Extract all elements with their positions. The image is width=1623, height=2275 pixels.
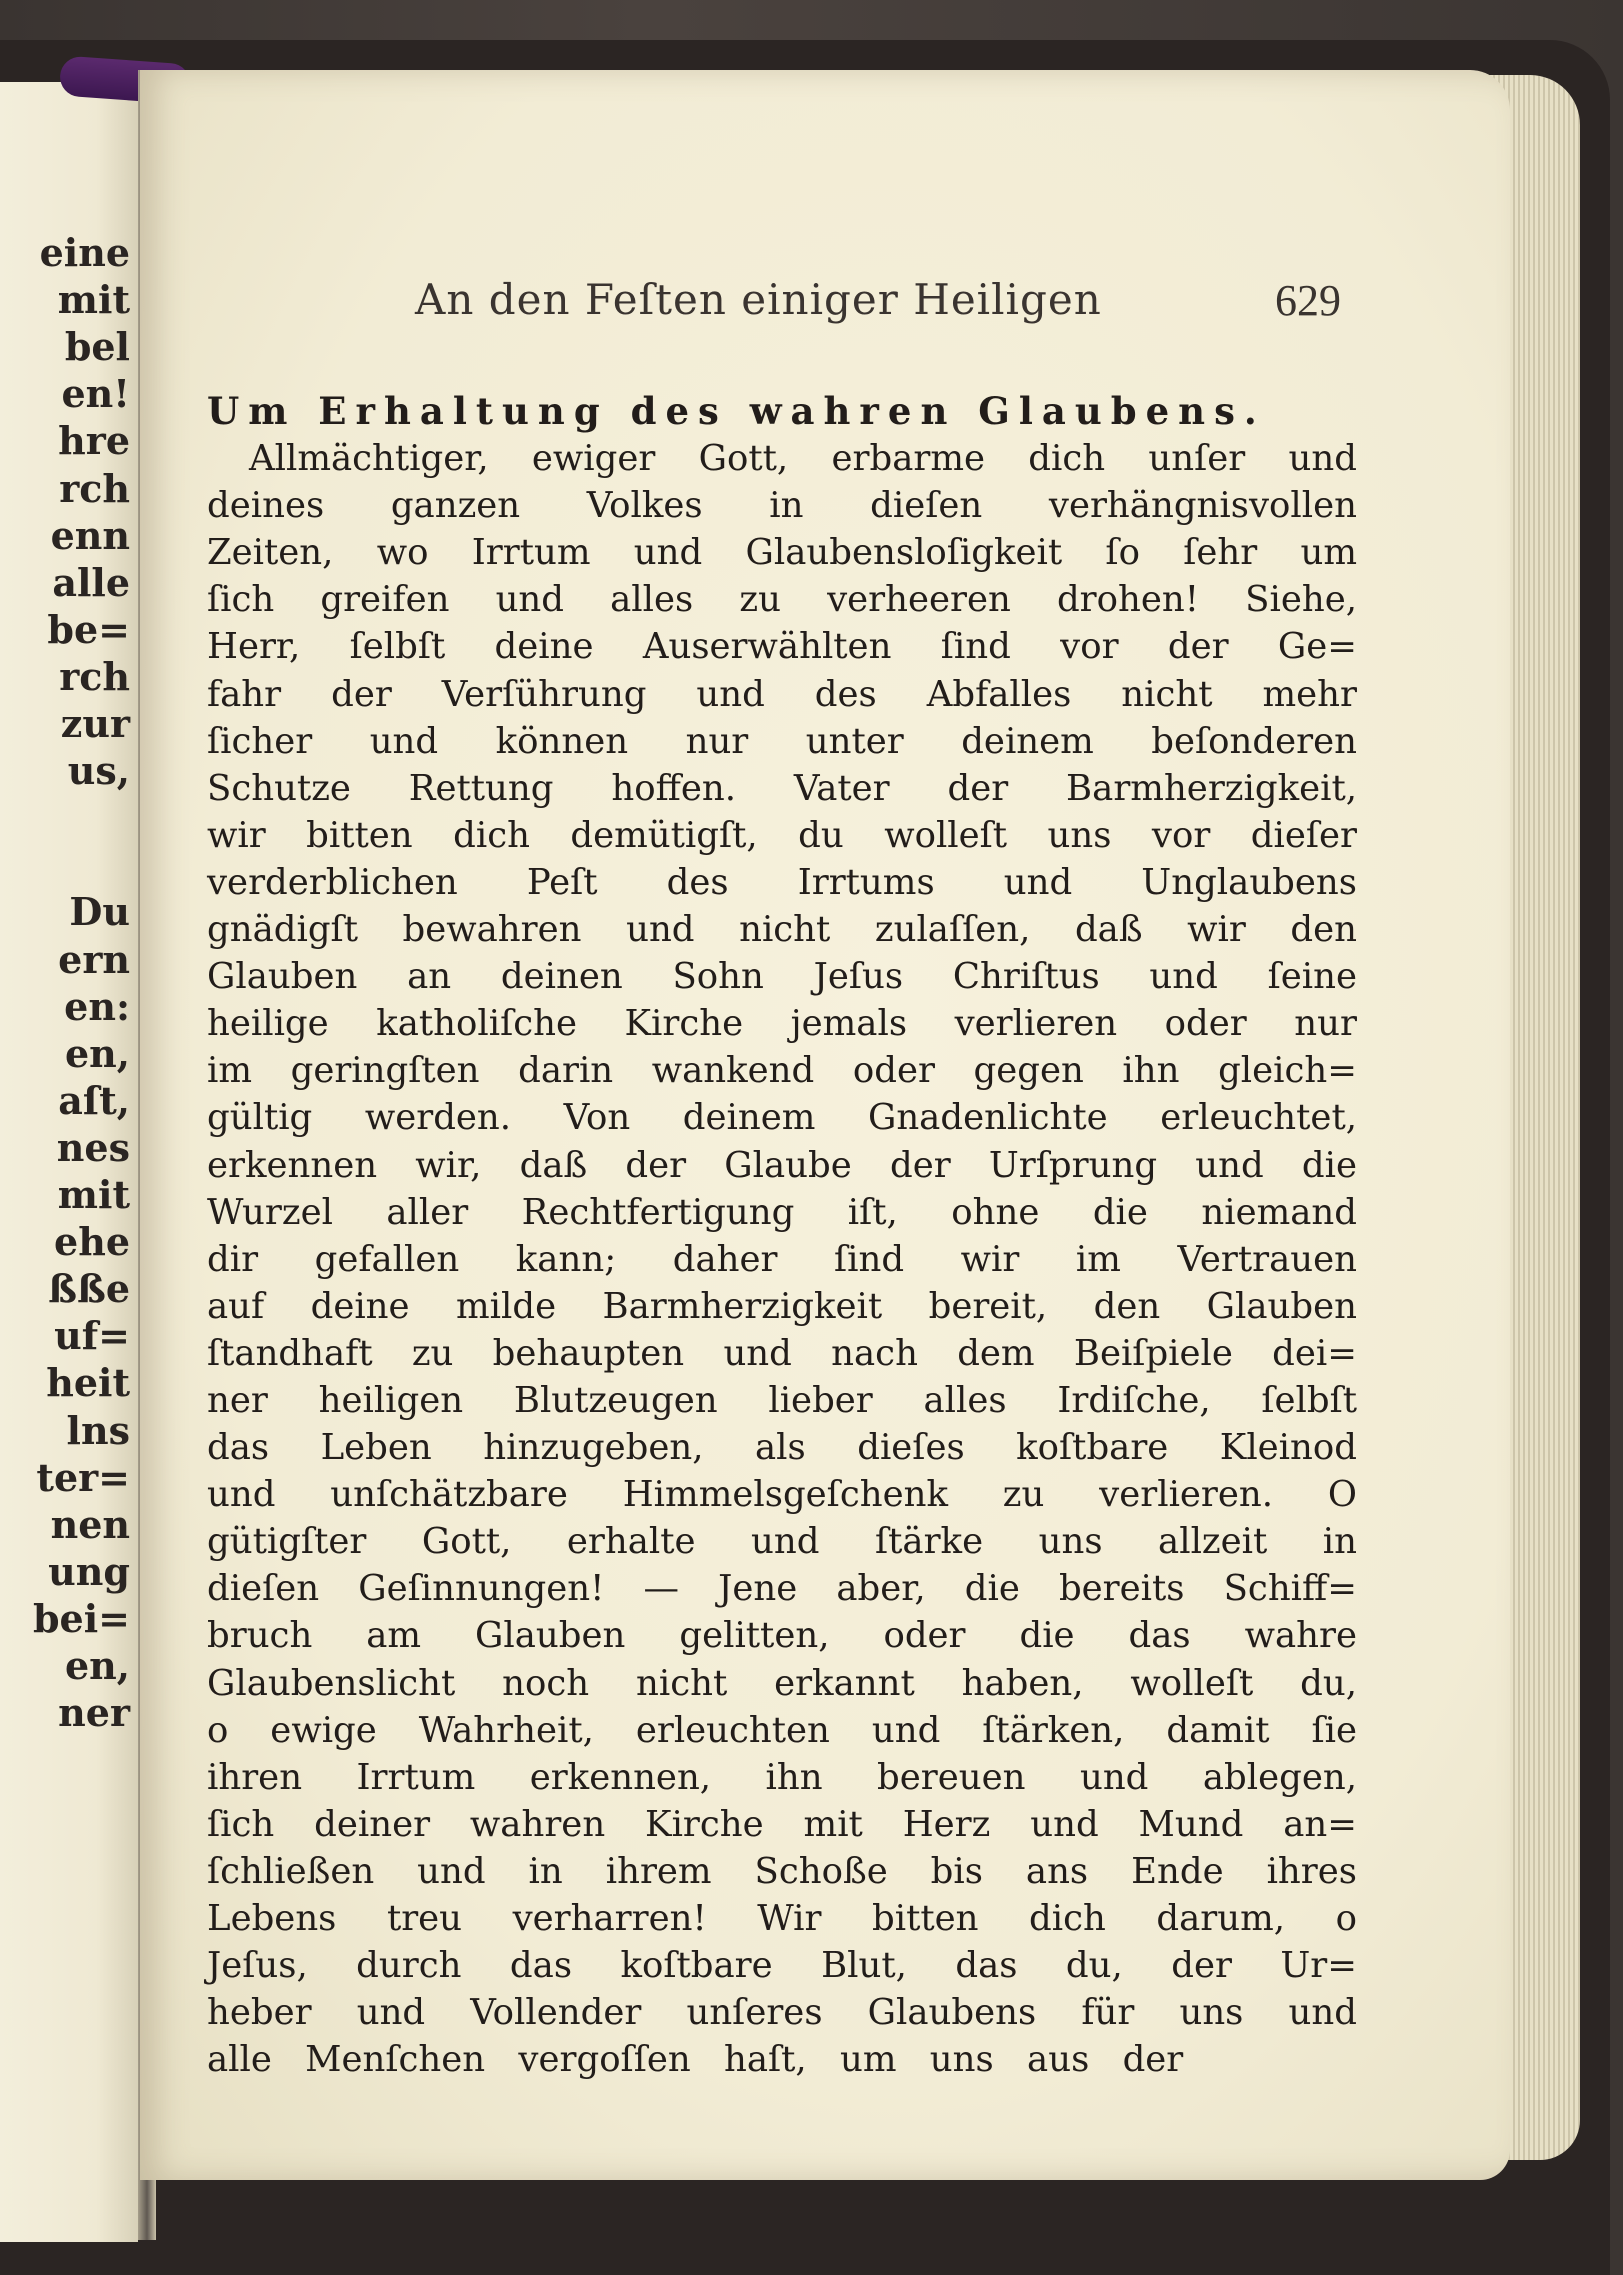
text-line: bruch am Glauben gelitten, oder die das wahre <box>207 1615 1357 1657</box>
left-page-fragment: alle <box>52 559 130 605</box>
left-page-fragment: Du <box>69 889 130 935</box>
left-page-fragment: en, <box>64 1643 130 1688</box>
text-line: o ewige Wahrheit, erleuchten und ſtärken, damit ſie <box>207 1709 1357 1751</box>
text-line: fahr der Verſührung und des Abfalles nicht mehr <box>207 673 1357 715</box>
text-line: dieſen Geſinnungen! — Jene aber, die bereits Schiff= <box>207 1568 1357 1610</box>
left-page-fragment: en! <box>61 371 130 417</box>
text-line: erkennen wir, daß der Glaube der Urſprung und die <box>207 1144 1357 1186</box>
left-page-fragment: enn <box>50 512 130 558</box>
text-line: gütigſter Gott, erhalte und ſtärke uns allzeit in <box>207 1521 1357 1563</box>
left-page-fragment: lns <box>66 1407 130 1453</box>
left-page-fragment: en, <box>64 1030 130 1076</box>
text-line: gültig werden. Von deinem Gnadenlichte erleuchtet, <box>207 1097 1357 1139</box>
text-line: Lebens treu verharren! Wir bitten dich darum, o <box>207 1898 1357 1939</box>
left-page-fragment: bei= <box>32 1595 130 1641</box>
text-line: Wurzel aller Rechtfertigung iſt, ohne die niemand <box>207 1191 1357 1233</box>
text-line: ſich deiner wahren Kirche mit Herz und Mund an= <box>207 1803 1357 1845</box>
text-line: Herr, ſelbſt deine Auserwählten ſind vor der Ge= <box>207 626 1357 668</box>
left-page-fragment: mit <box>57 1172 130 1217</box>
text-line: und unſchätzbare Himmelsgeſchenk zu verlieren. O <box>207 1474 1357 1516</box>
left-page-fragment: bel <box>64 324 130 370</box>
left-page-fragment: zur <box>60 701 130 746</box>
left-page-fragment: us, <box>67 748 130 794</box>
text-line: heilige katholiſche Kirche jemals verlieren oder nur <box>207 1003 1357 1045</box>
left-page-fragment: ung <box>48 1548 130 1594</box>
text-line: gnädigſt bewahren und nicht zulaſſen, daß wir den <box>207 909 1357 951</box>
text-line: ſich greifen und alles zu verheeren drohen! Siehe, <box>207 579 1357 621</box>
left-page-fragment: mit <box>57 277 130 323</box>
text-line: alle Menſchen vergoſſen haſt, um uns aus der <box>207 2039 1184 2081</box>
running-title: An den Feſten einiger Heiligen <box>415 275 1102 324</box>
left-page-fragment: aſt, <box>58 1077 130 1123</box>
text-line: dir gefallen kann; daher ſind wir im Vertrauen <box>207 1238 1357 1280</box>
text-line: Zeiten, wo Irrtum und Glaubensloſigkeit ſo ſehr um <box>207 532 1357 574</box>
text-line: ner heiligen Blutzeugen lieber alles Irdiſche, ſelbſt <box>207 1379 1357 1421</box>
text-line: auf deine milde Barmherzigkeit bereit, den Glauben <box>207 1285 1357 1327</box>
left-page-fragment: uf= <box>54 1313 130 1359</box>
running-head <box>140 275 1510 335</box>
section-heading: Um Erhaltung des wahren Glaubens. <box>207 389 1266 433</box>
text-line: wir bitten dich demütigſt, du wolleſt uns vor dieſer <box>207 814 1357 856</box>
text-line: ſtandhaft zu behaupten und nach dem Beiſpiele dei= <box>207 1332 1357 1374</box>
left-page-fragment: be= <box>47 606 130 652</box>
text-line: im geringſten darin wankend oder gegen ihn gleich= <box>207 1050 1357 1092</box>
text-line: Schutze Rettung hoffen. Vater der Barmherzigkeit, <box>207 767 1357 809</box>
left-page <box>0 82 138 2242</box>
text-line: heber und Vollender unſeres Glaubens für uns und <box>207 1992 1357 2034</box>
right-page <box>140 70 1510 2180</box>
text-line: Jeſus, durch das koſtbare Blut, das du, der Ur= <box>207 1945 1357 1987</box>
text-line: ihren Irrtum erkennen, ihn bereuen und ablegen, <box>207 1756 1357 1798</box>
left-page-fragment: ern <box>58 936 130 982</box>
left-page-fragment: heit <box>46 1360 130 1406</box>
text-line: Glaubenslicht noch nicht erkannt haben, wolleſt du, <box>207 1662 1357 1704</box>
left-page-fragment: rch <box>59 653 130 699</box>
text-line: Allmächtiger, ewiger Gott, erbarme dich unſer und <box>249 438 1357 480</box>
left-page-fragment: hre <box>58 418 130 464</box>
text-line: das Leben hinzugeben, als dieſes koſtbare Kleinod <box>207 1427 1357 1469</box>
left-page-fragment: ehe <box>54 1219 130 1265</box>
page-number: 629 <box>1275 276 1341 325</box>
left-page-fragment: nen <box>50 1501 130 1547</box>
left-page-fragment: en: <box>64 983 130 1029</box>
left-page-fragment: rch <box>59 465 130 511</box>
left-page-fragment: nes <box>56 1124 130 1170</box>
text-line: verderblichen Peſt des Irrtums und Unglaubens <box>207 861 1357 903</box>
left-page-fragment: ner <box>58 1690 130 1736</box>
text-block <box>207 388 1357 2083</box>
left-page-fragment: ter= <box>36 1454 130 1500</box>
text-line: Glauben an deinen Sohn Jeſus Chriſtus und ſeine <box>207 956 1357 998</box>
text-line: ſicher und können nur unter deinem beſonderen <box>207 720 1357 762</box>
left-page-fragment: ßße <box>48 1266 130 1312</box>
text-line: deines ganzen Volkes in dieſen verhängnisvollen <box>207 485 1357 527</box>
text-line: ſchließen und in ihrem Schoße bis ans Ende ihres <box>207 1850 1357 1892</box>
left-page-fragment: eine <box>39 230 130 275</box>
